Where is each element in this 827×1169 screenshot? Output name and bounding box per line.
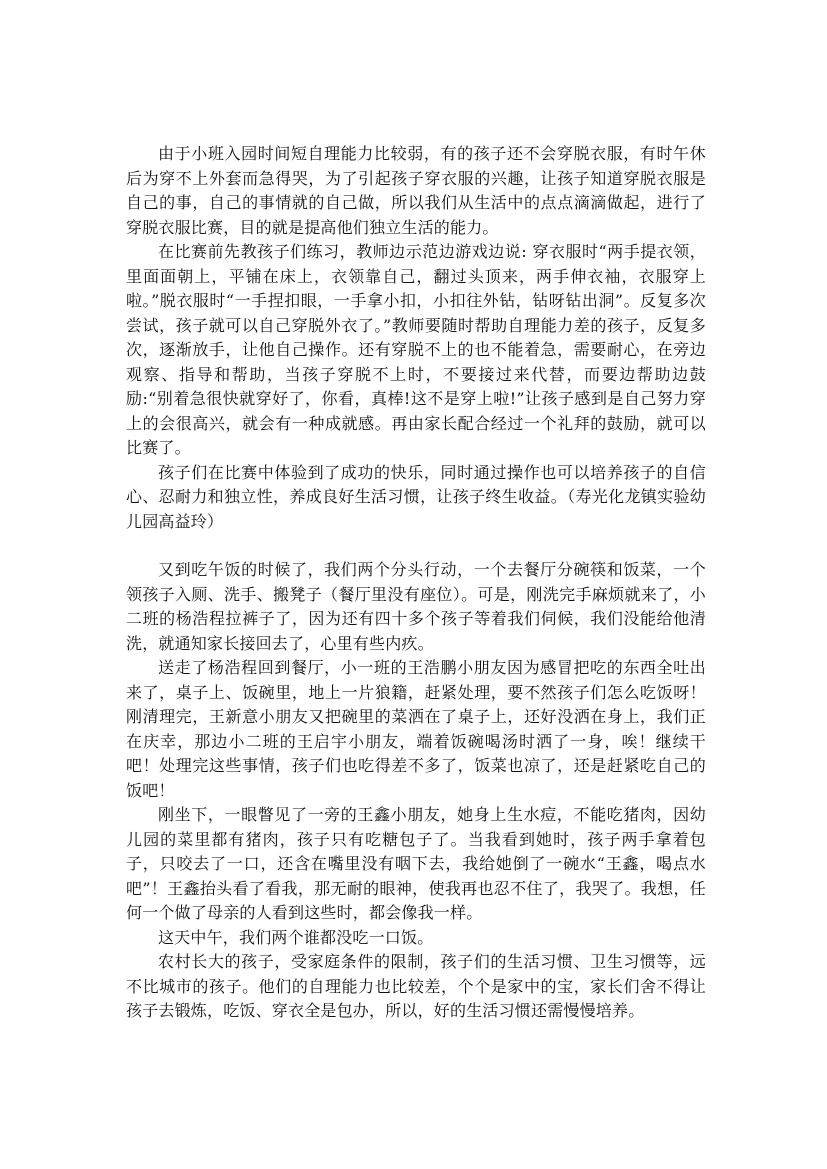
- section-gap: [126, 534, 706, 558]
- paragraph: 在比赛前先教孩子们练习，教师边示范边游戏边说: 穿衣服时“两手提衣领，里面面朝上，平铺在床上，衣领靠自己，翻过头顶来，两手伸衣袖，衣服穿上啦。”脱衣服时“一手捏扣眼，一手拿小扣，小扣往外钻，钻呀钻出洞”。反复多次尝试，孩子就可以自己穿脱外衣了。”教师要随时帮助自理能力差的孩子，反复多次，逐渐放手，让他自己操作。还有穿脱不上的也不能着急，需要耐心，在旁边观察、指导和帮助，当孩子穿脱不上时，不要接过来代替，而要边帮助边鼓励:“别着急很快就穿好了，你看，真棒!这不是穿上啦!”让孩子感到是自己努力穿上的会很高兴，就会有一种成就感。再由家长配合经过一个礼拜的鼓励，就可以比赛了。: [126, 242, 706, 457]
- paragraph: 这天中午，我们两个谁都没吃一口饭。: [158, 927, 434, 947]
- paragraph: 孩子们在比赛中体验到了成功的快乐，同时通过操作也可以培养孩子的自信心、忍耐力和独立性，养成良好生活习惯，让孩子终生收益。（寿光化龙镇实验幼儿园高益玲）: [126, 462, 706, 531]
- article-lunch-time: [126, 558, 706, 1024]
- article-dressing-competition: [126, 142, 706, 534]
- text-column: [126, 142, 706, 1024]
- paragraph: 送走了杨浩程回到餐厅，小一班的王浩鹏小朋友因为感冒把吃的东西全吐出来了，桌子上、饭碗里，地上一片狼籍，赶紧处理，要不然孩子们怎么吃饭呀！刚清理完，王新意小朋友又把碗里的菜洒在了桌子上，还好没洒在身上，我们正在庆幸，那边小二班的王启宇小朋友，端着饭碗喝汤时洒了一身，唉！继续干吧！处理完这些事情，孩子们也吃得差不多了，饭菜也凉了，还是赶紧吃自己的饭吧！: [126, 658, 706, 800]
- paragraph: 农村长大的孩子，受家庭条件的限制，孩子们的生活习惯、卫生习惯等，远不比城市的孩子。他们的自理能力也比较差，个个是家中的宝，家长们舍不得让孩子去锻炼，吃饭、穿衣全是包办，所以，好的生活习惯还需慢慢培养。: [126, 952, 706, 1020]
- paragraph: 由于小班入园时间短自理能力比较弱，有的孩子还不会穿脱衣服，有时午休后为穿不上外套而急得哭，为了引起孩子穿衣服的兴趣，让孩子知道穿脱衣服是自己的事，自己的事情就的自己做，所以我们从生活中的点点滴滴做起，进行了穿脱衣服比赛，目的就是提高他们独立生活的能力。: [126, 144, 706, 237]
- paragraph: 刚坐下，一眼瞥见了一旁的王鑫小朋友，她身上生水痘，不能吃猪肉，因幼儿园的菜里都有猪肉，孩子只有吃糖包子了。当我看到她时，孩子两手拿着包子，只咬去了一口，还含在嘴里没有咽下去，我给她倒了一碗水“王鑫，喝点水吧”！王鑫抬头看了看我，那无耐的眼神，使我再也忍不住了，我哭了。我想，任何一个做了母亲的人看到这些时，都会像我一样。: [126, 805, 706, 922]
- paragraph: 又到吃午饭的时候了，我们两个分头行动，一个去餐厅分碗筷和饭菜，一个领孩子入厕、洗手、搬凳子（餐厅里没有座位）。可是，刚洗完手麻烦就来了，小二班的杨浩程拉裤子了，因为还有四十多个孩子等着我们伺候，我们没能给他清洗，就通知家长接回去了，心里有些内疚。: [126, 560, 706, 653]
